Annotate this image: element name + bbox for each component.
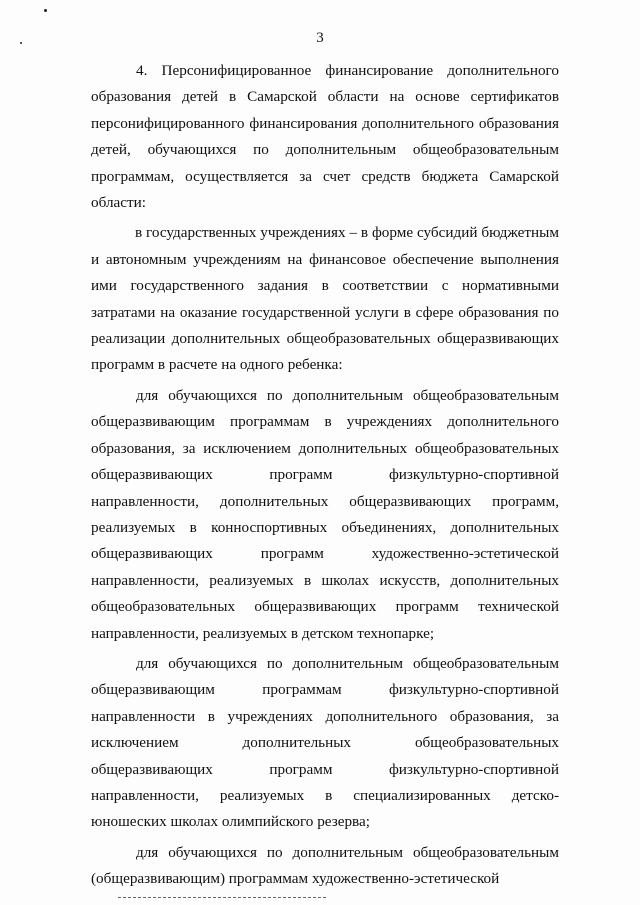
paragraph-arts-programs: для обучающихся по дополнительным общеобразовательным (общеразвивающим) программам художественно-эстетической	[91, 843, 559, 888]
page-number: 3	[316, 30, 324, 46]
scan-speck	[44, 9, 47, 12]
scan-edge-line	[118, 897, 328, 898]
paragraph-item-4: 4. Персонифицированное финансирование дополнительного образования детей в Самарской области на основе сертификатов персонифицированного финансирования дополнительного образования детей, обучающихся по дополнительным общеобразовательным программам, осуществляется за счет средств бюджета Самарской области:	[91, 62, 559, 212]
paragraph-state-institutions: в государственных учреждениях – в форме субсидий бюджетным и автономным учреждениям на финансовое обеспечение выполнения ими государственного задания в соответствии с нормативными затратами на оказание государственной услуги в сфере образования по реализации дополнительных общеобразовательных общеразвивающих программ в расчете на одного ребенка:	[91, 224, 559, 374]
paragraph-sports-programs: для обучающихся по дополнительным общеобразовательным общеразвивающим программам физкультурно-спортивной направленности в учреждениях дополнительного образования, за исключением дополнительных общеобразовательных общеразвивающих программ физкультурно-спортивной направленности, реализуемых в специализированных детско-юношеских школах олимпийского резерва;	[91, 654, 559, 831]
document-body	[91, 58, 559, 893]
paragraph-additional-education: для обучающихся по дополнительным общеобразовательным общеразвивающим программам в учреждениях дополнительного образования, за исключением дополнительных общеобразовательных общеразвивающих программ физкультурно-спортивной направленности, дополнительных общеразвивающих программ, реализуемых в конноспортивных объединениях, дополнительных общеразвивающих программ художественно-эстетической направленности, реализуемых в школах искусств, дополнительных общеобразовательных общеразвивающих программ технической направленности, реализуемых в детском технопарке;	[91, 386, 559, 642]
